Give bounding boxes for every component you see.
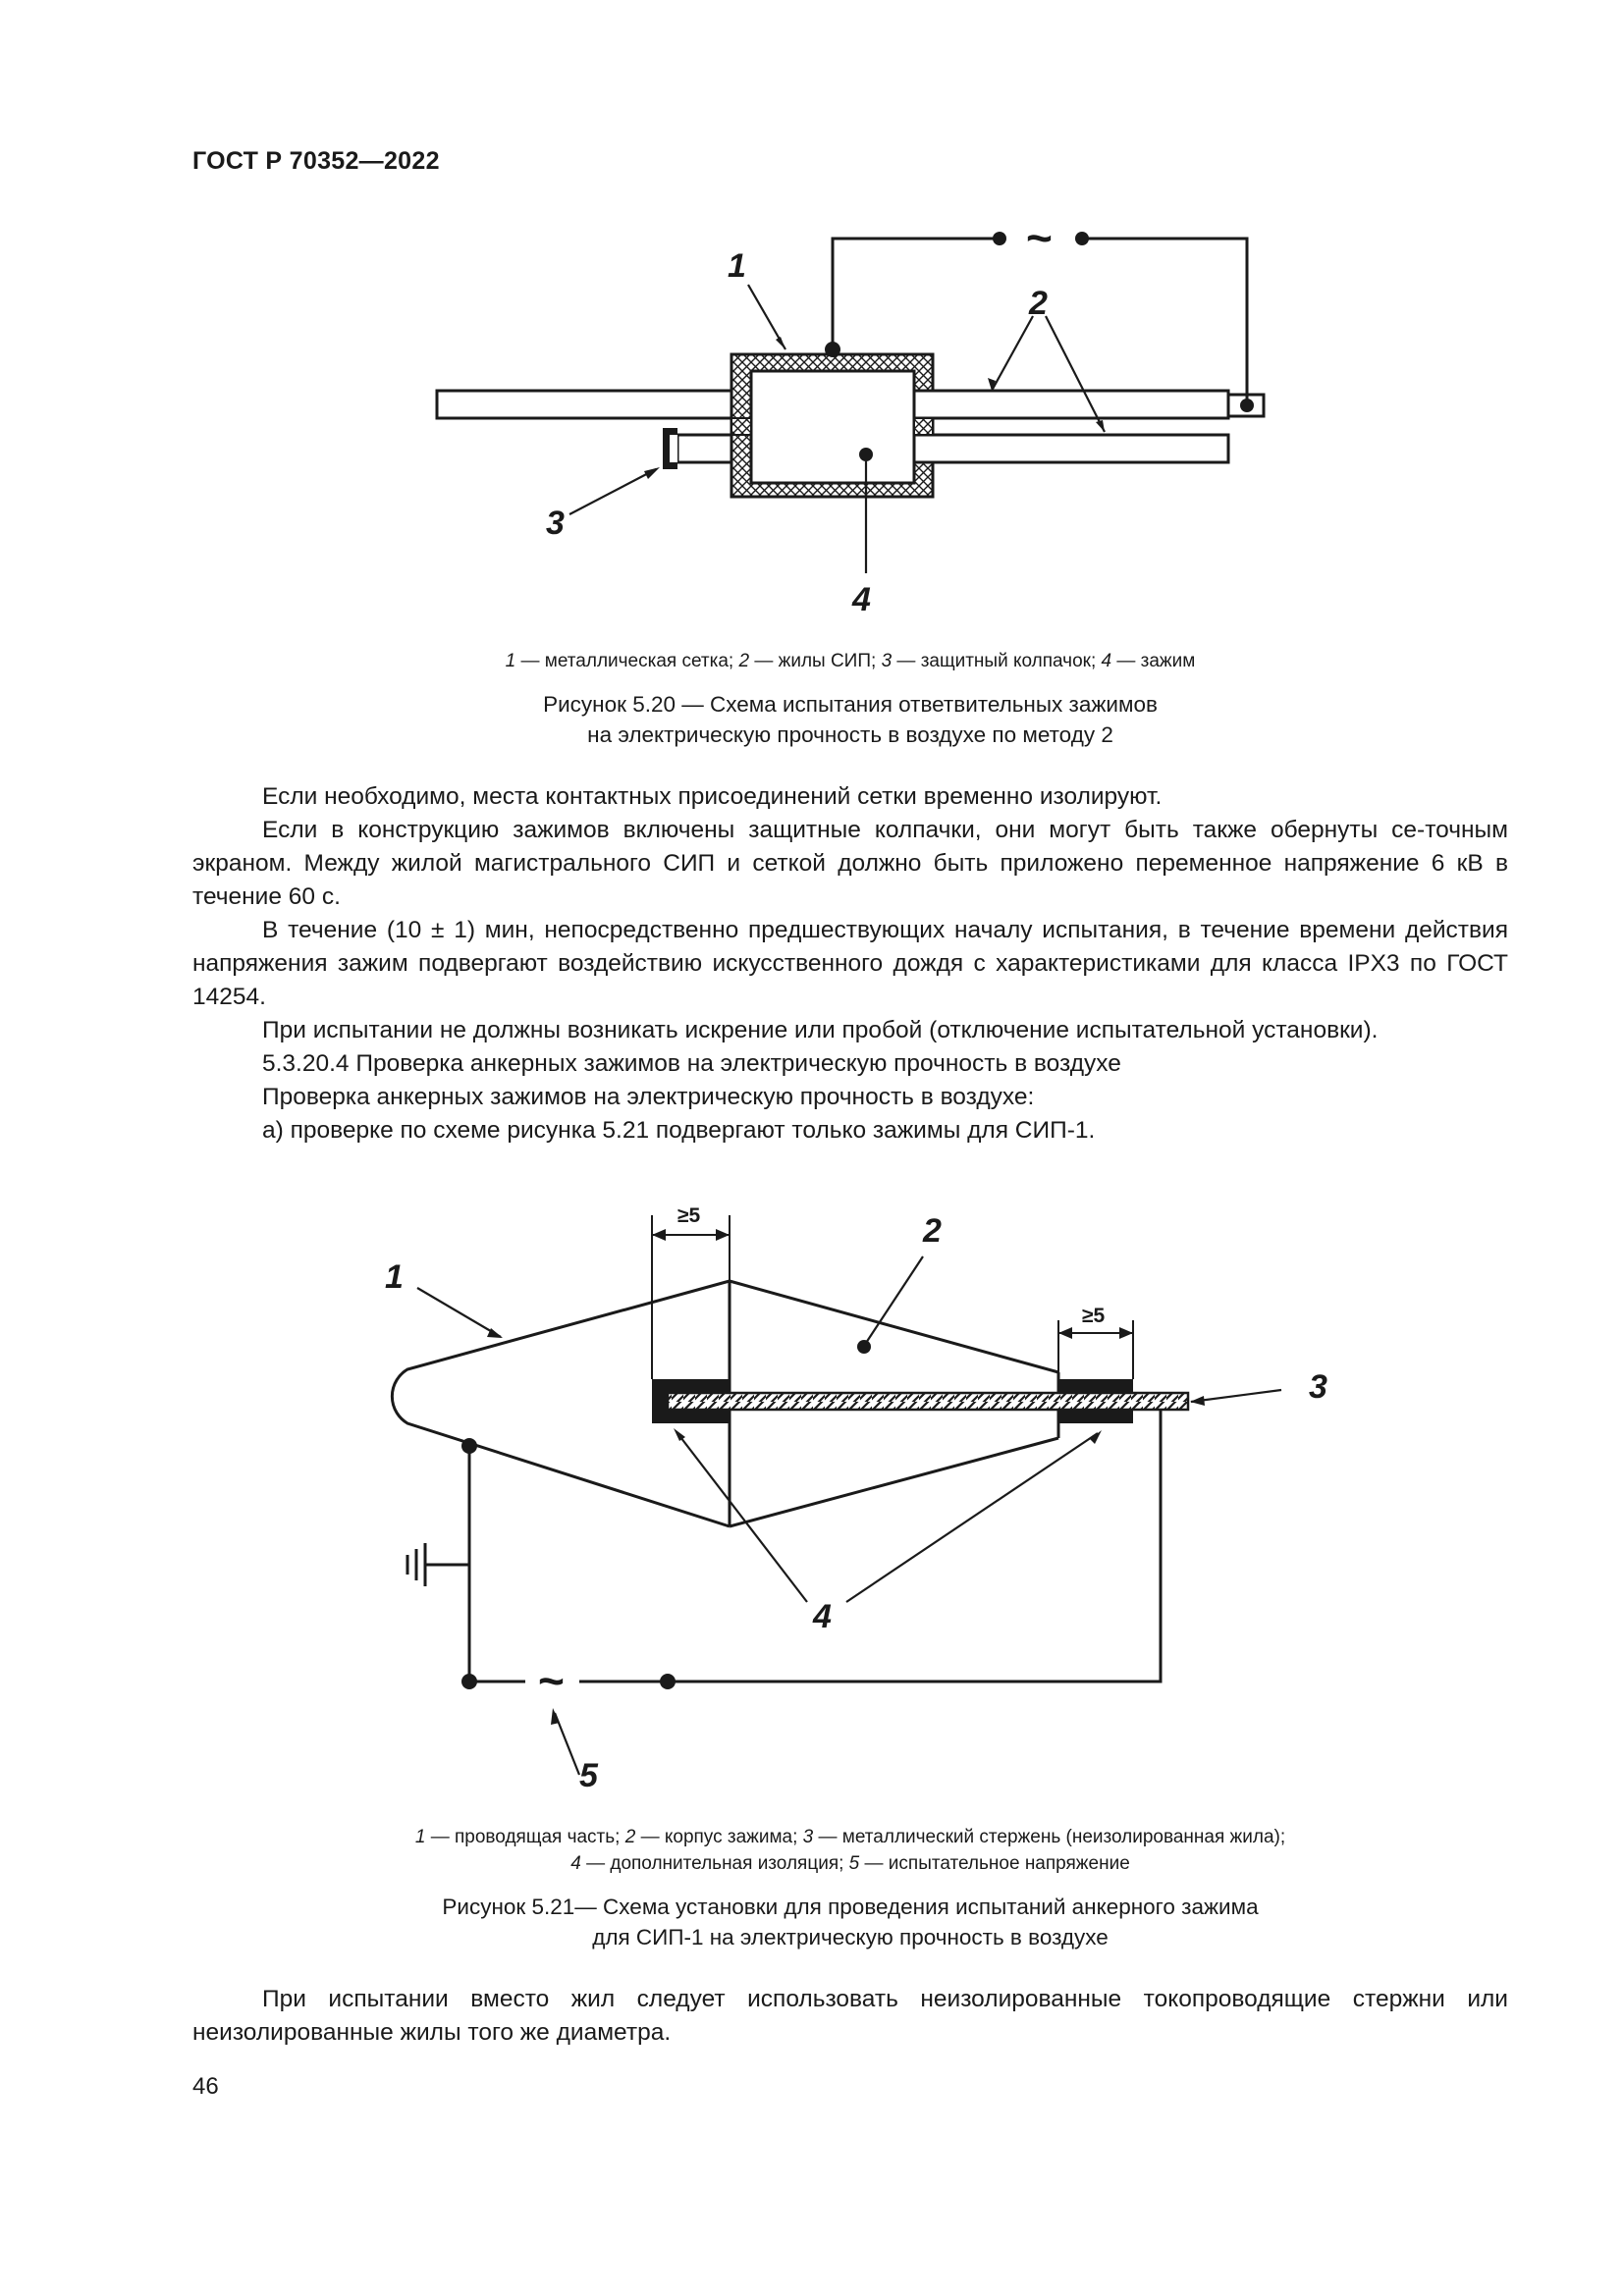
legend-num: 4 (1101, 651, 1112, 671)
clamp-body-point (857, 1340, 871, 1354)
ac-source-symbol: ~ (1026, 212, 1053, 263)
label-2: 2 (923, 1212, 942, 1250)
dimension-label: ≥5 (677, 1204, 701, 1227)
closing-text (192, 1983, 1508, 2050)
test-circuit (407, 1410, 1161, 1682)
legend-num: 1 (414, 1827, 426, 1847)
legend-num: 3 (802, 1827, 814, 1847)
paragraph: а) проверке по схеме рисунка 5.21 подвергают только зажимы для СИП-1. (262, 1117, 1096, 1144)
legend-text: — жилы СИП; (749, 651, 882, 671)
caption-line: на электрическую прочность в воздухе по методу 2 (587, 722, 1113, 747)
figure-5-21-caption (192, 1892, 1508, 1952)
legend-text: — металлический стержень (неизолированная жила); (813, 1827, 1286, 1847)
legend-num: 2 (738, 651, 750, 671)
paragraph: В течение (10 ± 1) мин, непосредственно предшествующих началу испытания, в течение времени действия напряжения зажим подвергают воздействию искусственного дождя с характеристиками для класса IPX3 по ГОСТ 14254. (192, 917, 1508, 1010)
page-number: 46 (192, 2073, 219, 2100)
legend-text: — защитный колпачок; (892, 651, 1102, 671)
label-5: 5 (579, 1757, 598, 1794)
terminal-dot (993, 232, 1006, 245)
metal-rod (668, 1393, 1188, 1410)
dimension-label: ≥5 (1082, 1305, 1106, 1327)
paragraph: Если в конструкцию зажимов включены защитные колпачки, они могут быть также обернуты се-точным экраном. Между жилой магистрального СИП и сеткой должно быть приложено переменное напряжение 6 кВ в течение 60 с. (192, 817, 1508, 910)
body-text (192, 780, 1508, 1148)
figure-5-20 (0, 196, 1624, 628)
legend-num: 5 (848, 1853, 860, 1874)
paragraph: При испытании вместо жил следует использовать неизолированные токопроводящие стержни или неизолированные жилы того же диаметра. (192, 1986, 1508, 2046)
clamp-body (731, 354, 933, 497)
connection-dot (825, 342, 840, 357)
legend-num: 3 (881, 651, 893, 671)
paragraph: При испытании не должны возникать искрение или пробой (отключение испытательной установки). (262, 1017, 1379, 1043)
legend-num: 2 (624, 1827, 636, 1847)
figure-5-21 (0, 1183, 1624, 1801)
terminal-dot (660, 1674, 676, 1689)
paragraph: 5.3.20.4 Проверка анкерных зажимов на электрическую прочность в воздухе (262, 1050, 1121, 1077)
label-4: 4 (852, 581, 871, 618)
terminal-dot (1075, 232, 1089, 245)
protective-cap (663, 428, 677, 469)
connection-dot (461, 1438, 477, 1454)
label-1: 1 (728, 247, 746, 285)
clamp-point (859, 448, 873, 461)
legend-line (192, 1850, 1508, 1877)
ac-source-symbol: ~ (538, 1655, 565, 1706)
connection-dot (1240, 399, 1254, 412)
legend-text: — металлическая сетка; (515, 651, 739, 671)
legend-num: 4 (570, 1853, 581, 1874)
label-2: 2 (1029, 285, 1048, 322)
caption-line: Рисунок 5.21— Схема установки для проведения испытаний анкерного зажима (442, 1895, 1259, 1919)
terminal-dot (461, 1674, 477, 1689)
caption-line: для СИП-1 на электрическую прочность в воздухе (592, 1925, 1109, 1949)
label-4: 4 (813, 1598, 832, 1635)
legend-num: 1 (505, 651, 516, 671)
figure-5-20-legend (192, 648, 1508, 674)
document-code-header: ГОСТ Р 70352—2022 (192, 147, 440, 175)
legend-text: — корпус зажима; (635, 1827, 803, 1847)
figure-5-21-legend (192, 1824, 1508, 1877)
label-3: 3 (546, 505, 565, 542)
paragraph: Проверка анкерных зажимов на электрическую прочность в воздухе: (262, 1084, 1035, 1110)
legend-text: — испытательное напряжение (859, 1853, 1130, 1874)
legend-text: — проводящая часть; (425, 1827, 625, 1847)
label-3: 3 (1309, 1368, 1327, 1406)
legend-text: — зажим (1111, 651, 1196, 671)
legend-text: — дополнительная изоляция; (580, 1853, 849, 1874)
paragraph: Если необходимо, места контактных присоединений сетки временно изолируют. (262, 783, 1163, 810)
legend-line (192, 1824, 1508, 1850)
caption-line: Рисунок 5.20 — Схема испытания ответвительных зажимов (543, 692, 1158, 717)
figure-5-20-caption (192, 689, 1508, 750)
label-1: 1 (385, 1258, 404, 1296)
